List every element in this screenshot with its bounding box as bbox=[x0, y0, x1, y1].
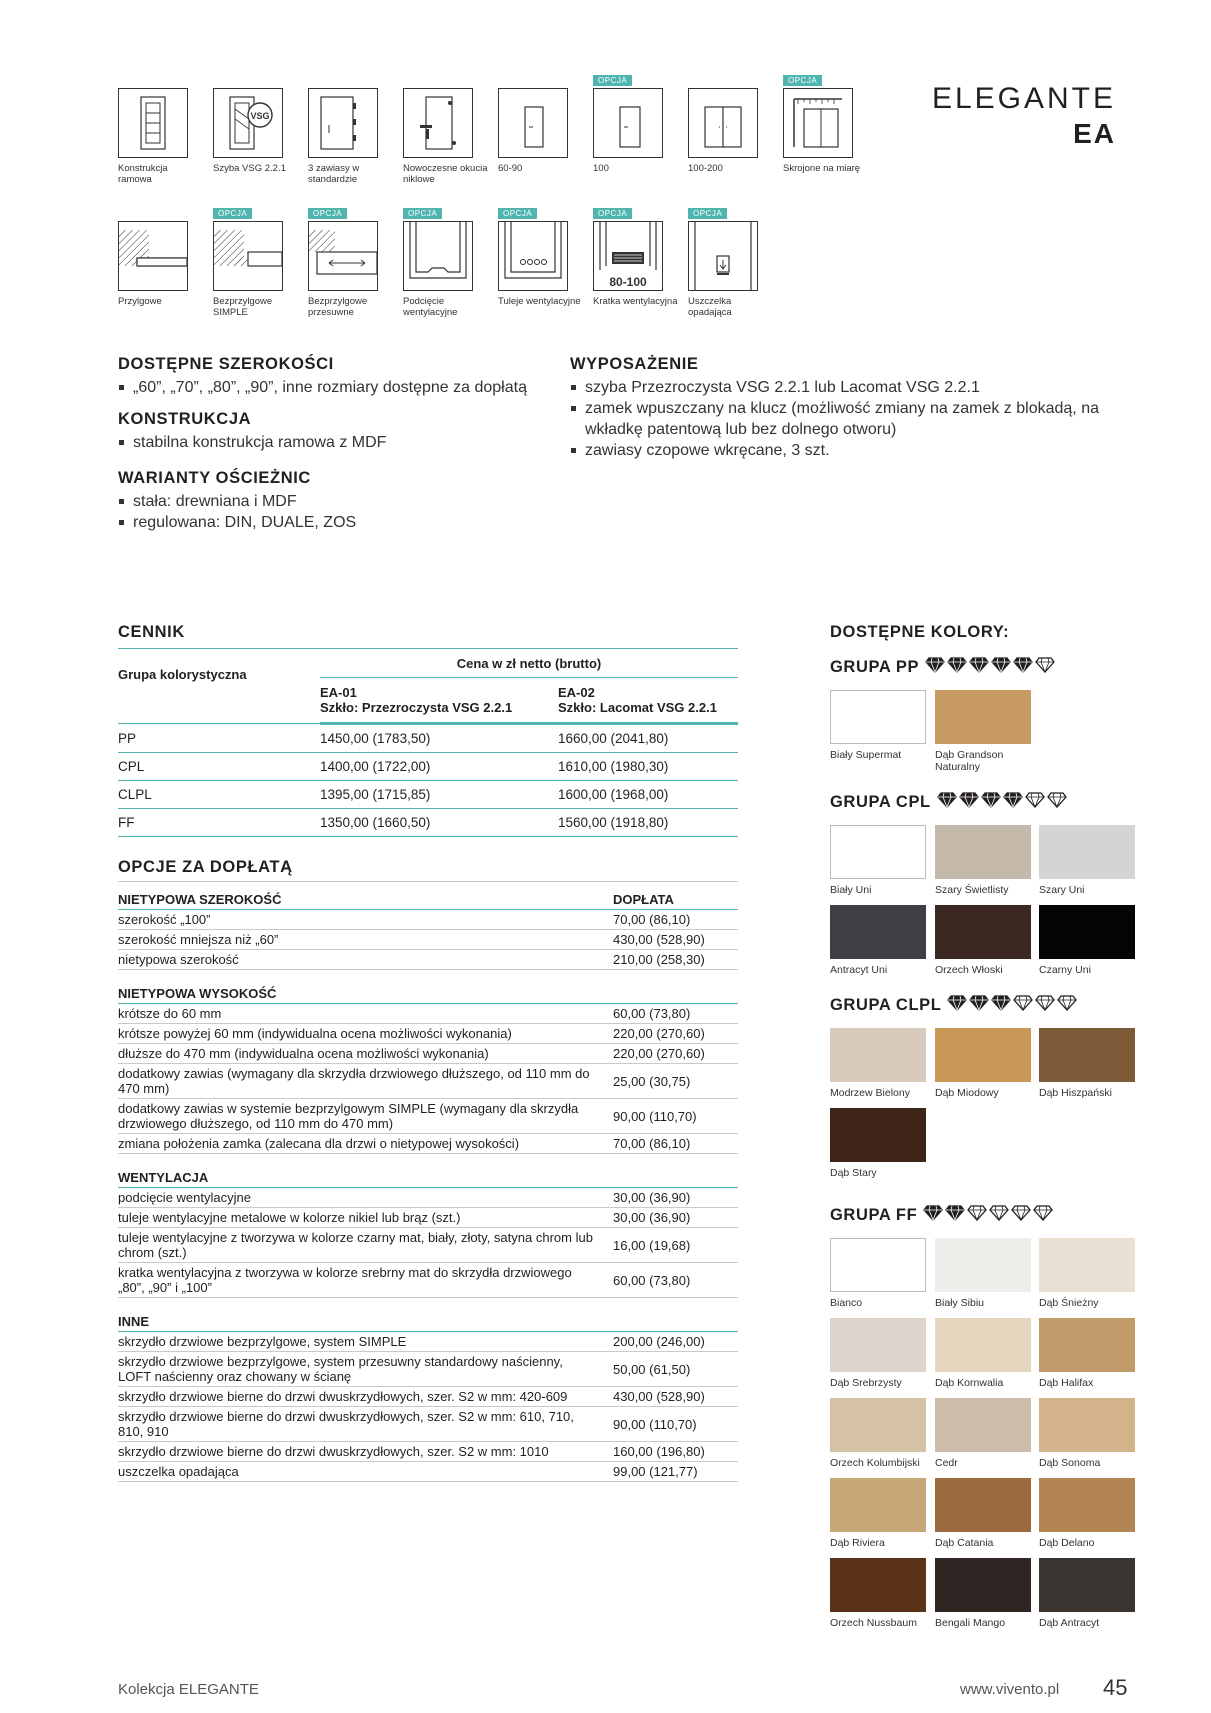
collection-title: ELEGANTE bbox=[931, 82, 1116, 115]
option-price: 220,00 (270,60) bbox=[613, 1024, 738, 1044]
option-row bbox=[118, 1024, 738, 1044]
option-group-header bbox=[118, 970, 738, 1004]
option-description: tuleje wentylacyjne z tworzywa w kolorze czarny mat, biały, złoty, satyna chrom lub chrom (szt.) bbox=[118, 1228, 613, 1263]
color-swatch-label: Dąb Delano bbox=[1039, 1537, 1095, 1549]
color-swatch-label: Bengali Mango bbox=[935, 1617, 1006, 1629]
option-row bbox=[118, 1332, 738, 1352]
color-swatch[interactable] bbox=[1039, 1028, 1135, 1082]
diamond-rating bbox=[923, 1205, 1053, 1226]
option-description: podcięcie wentylacyjne bbox=[118, 1188, 613, 1208]
color-swatch-item[interactable] bbox=[830, 1318, 926, 1389]
diamond-icon bbox=[1013, 657, 1033, 678]
diamond-icon bbox=[991, 995, 1011, 1016]
color-swatch-label: Dąb Miodowy bbox=[935, 1087, 999, 1099]
diamond-icon bbox=[1025, 792, 1045, 813]
color-swatch[interactable] bbox=[830, 1478, 926, 1532]
option-group-name: NIETYPOWA WYSOKOŚĆ bbox=[118, 970, 613, 1004]
price-list bbox=[118, 623, 738, 837]
grille-size-badge: 80-100 bbox=[609, 275, 647, 289]
color-swatch-item[interactable] bbox=[830, 1398, 926, 1469]
color-group-heading bbox=[830, 792, 1067, 813]
color-group-heading bbox=[830, 657, 1055, 678]
option-description: skrzydło drzwiowe bierne do drzwi dwuskrzydłowych, szer. S2 w mm: 610, 710, 810, 910 bbox=[118, 1407, 613, 1442]
color-swatch-label: Dąb Hiszpański bbox=[1039, 1087, 1112, 1099]
icon-label: Bezprzylgowe przesuwne bbox=[308, 296, 368, 318]
spec-heading: DOSTĘPNE SZEROKOŚCI bbox=[118, 355, 334, 373]
color-swatch-item[interactable] bbox=[830, 825, 926, 896]
cell: 1560,00 (1918,80) bbox=[558, 809, 738, 837]
option-description: skrzydło drzwiowe bezprzylgowe, system przesuwny standardowy naścienny, LOFT naścienny oraz chowany w ścianę bbox=[118, 1352, 613, 1387]
color-swatch[interactable] bbox=[830, 1318, 926, 1372]
ventilation-sleeves-icon bbox=[498, 221, 568, 291]
cell: 1600,00 (1968,00) bbox=[558, 781, 738, 809]
footer-collection: Kolekcja ELEGANTE bbox=[118, 1681, 259, 1698]
option-price: 30,00 (36,90) bbox=[613, 1208, 738, 1228]
diamond-icon bbox=[991, 657, 1011, 678]
color-swatch-label: Dąb Halifax bbox=[1039, 1377, 1094, 1389]
color-swatch[interactable] bbox=[935, 1028, 1031, 1082]
color-swatch-label: Dąb Srebrzysty bbox=[830, 1377, 902, 1389]
color-swatch-item[interactable] bbox=[830, 690, 926, 761]
color-swatch[interactable] bbox=[935, 1238, 1031, 1292]
feature-nickel-fittings bbox=[403, 88, 493, 185]
diamond-icon bbox=[937, 792, 957, 813]
options-title: OPCJE ZA DOPŁATĄ bbox=[118, 858, 738, 882]
option-badge: OPCJA bbox=[783, 75, 822, 86]
price-list-title: CENNIK bbox=[118, 623, 738, 649]
options-section bbox=[118, 858, 738, 1482]
option-description: dodatkowy zawias w systemie bezprzylgowym SIMPLE (wymagany dla skrzydła drzwiowego dłuższego, od 110 mm do 470 mm) bbox=[118, 1099, 613, 1134]
icon-label: Nowoczesne okucia niklowe bbox=[403, 163, 488, 185]
diamond-rating bbox=[937, 792, 1067, 813]
spec-item: „60”, „70”, „80”, „90”, inne rozmiary dostępne za dopłatą bbox=[118, 377, 548, 398]
color-swatch-label: Biały Uni bbox=[830, 884, 872, 896]
option-price: 70,00 (86,10) bbox=[613, 910, 738, 930]
option-row bbox=[118, 1407, 738, 1442]
icon-label: 100-200 bbox=[688, 163, 723, 174]
option-price: 60,00 (73,80) bbox=[613, 1263, 738, 1298]
color-swatch[interactable] bbox=[830, 1028, 926, 1082]
option-badge: OPCJA bbox=[403, 208, 442, 219]
feature-width-100 bbox=[593, 76, 683, 174]
single-door-wide-icon bbox=[593, 88, 663, 158]
feature-rebated bbox=[118, 221, 208, 307]
feature-width-60-90 bbox=[498, 88, 588, 174]
diamond-icon bbox=[1035, 657, 1055, 678]
color-swatch-label: Dąb Grandson Naturalny bbox=[935, 749, 1004, 773]
option-badge: OPCJA bbox=[213, 208, 252, 219]
color-swatch-item[interactable] bbox=[830, 1028, 926, 1099]
option-row bbox=[118, 910, 738, 930]
double-door-icon bbox=[688, 88, 758, 158]
footer-website[interactable]: www.vivento.pl bbox=[960, 1681, 1060, 1698]
diamond-icon bbox=[923, 1205, 943, 1226]
option-row bbox=[118, 930, 738, 950]
option-description: uszczelka opadająca bbox=[118, 1462, 613, 1482]
spec-item: stabilna konstrukcja ramowa z MDF bbox=[118, 432, 548, 453]
col-ea-01 bbox=[320, 678, 558, 724]
color-swatch-item[interactable] bbox=[1039, 1318, 1135, 1389]
option-badge: OPCJA bbox=[688, 208, 727, 219]
color-swatch-item[interactable] bbox=[1039, 1238, 1135, 1309]
group-header: Grupa kolorystyczna bbox=[118, 649, 320, 724]
vsg-glass-icon bbox=[213, 88, 283, 158]
diamond-icon bbox=[1035, 995, 1055, 1016]
color-swatch[interactable] bbox=[1039, 1398, 1135, 1452]
diamond-icon bbox=[1003, 792, 1023, 813]
surcharge-header bbox=[613, 1298, 738, 1332]
spec-item: szyba Przezroczysta VSG 2.2.1 lub Lacomat VSG 2.2.1 bbox=[570, 377, 1110, 398]
option-group-header bbox=[118, 882, 738, 910]
option-row bbox=[118, 1134, 738, 1154]
option-price: 90,00 (110,70) bbox=[613, 1407, 738, 1442]
rebated-icon bbox=[118, 221, 188, 291]
color-swatch-label: Cedr bbox=[935, 1457, 958, 1469]
spec-item: zawiasy czopowe wkręcane, 3 szt. bbox=[570, 440, 1110, 461]
col-code: EA-01 bbox=[320, 685, 357, 700]
color-swatch-label: Czarny Uni bbox=[1039, 964, 1091, 976]
option-row bbox=[118, 1462, 738, 1482]
option-price: 430,00 (528,90) bbox=[613, 930, 738, 950]
diamond-icon bbox=[947, 657, 967, 678]
option-price: 210,00 (258,30) bbox=[613, 950, 738, 970]
option-row bbox=[118, 1004, 738, 1024]
option-price: 160,00 (196,80) bbox=[613, 1442, 738, 1462]
cell: 1395,00 (1715,85) bbox=[320, 781, 558, 809]
icon-label: Uszczelka opadająca bbox=[688, 296, 732, 318]
surcharge-header: DOPŁATA bbox=[613, 882, 738, 910]
color-swatch[interactable] bbox=[1039, 825, 1135, 879]
diamond-icon bbox=[1033, 1205, 1053, 1226]
option-description: zmiana położenia zamka (zalecana dla drzwi o nietypowej wysokości) bbox=[118, 1134, 613, 1154]
option-price: 70,00 (86,10) bbox=[613, 1134, 738, 1154]
color-swatch[interactable] bbox=[830, 690, 926, 744]
icon-label: Kratka wentylacyjna bbox=[593, 296, 678, 307]
diamond-rating bbox=[947, 995, 1077, 1016]
option-price: 60,00 (73,80) bbox=[613, 1004, 738, 1024]
option-group-name: NIETYPOWA SZEROKOŚĆ bbox=[118, 882, 613, 910]
cell: CLPL bbox=[118, 781, 320, 809]
spec-list bbox=[118, 377, 548, 398]
option-row bbox=[118, 1064, 738, 1099]
diamond-icon bbox=[1047, 792, 1067, 813]
icon-label: Przylgowe bbox=[118, 296, 162, 307]
option-group-name: WENTYLACJA bbox=[118, 1154, 613, 1188]
diamond-icon bbox=[1011, 1205, 1031, 1226]
option-badge: OPCJA bbox=[593, 75, 632, 86]
color-swatch[interactable] bbox=[935, 1318, 1031, 1372]
color-swatch-label: Orzech Nussbaum bbox=[830, 1617, 917, 1629]
color-swatch[interactable] bbox=[935, 1398, 1031, 1452]
feature-ventilation-grille bbox=[593, 209, 683, 307]
color-swatch-item[interactable] bbox=[935, 1558, 1031, 1629]
spec-list bbox=[118, 491, 548, 533]
cell: 1610,00 (1980,30) bbox=[558, 753, 738, 781]
feature-width-100-200 bbox=[688, 88, 778, 174]
color-swatch[interactable] bbox=[830, 1398, 926, 1452]
feature-vsg-glass bbox=[213, 88, 303, 174]
color-swatch-label: Bianco bbox=[830, 1297, 863, 1309]
color-swatch[interactable] bbox=[1039, 1558, 1135, 1612]
color-swatch-item[interactable] bbox=[1039, 825, 1135, 896]
feature-ventilation-sleeves bbox=[498, 209, 588, 307]
nickel-fittings-icon bbox=[403, 88, 473, 158]
option-row bbox=[118, 1099, 738, 1134]
option-price: 90,00 (110,70) bbox=[613, 1099, 738, 1134]
single-door-icon bbox=[498, 88, 568, 158]
diamond-icon bbox=[1013, 995, 1033, 1016]
col-code: EA-02 bbox=[558, 685, 595, 700]
vsg-badge: VSG bbox=[250, 111, 270, 121]
option-row bbox=[118, 1044, 738, 1064]
color-swatch-item[interactable] bbox=[1039, 1558, 1135, 1629]
option-row bbox=[118, 1352, 738, 1387]
spec-list bbox=[570, 377, 1110, 461]
made-to-measure-icon bbox=[783, 88, 853, 158]
color-swatch-item[interactable] bbox=[830, 1558, 926, 1629]
option-row bbox=[118, 950, 738, 970]
option-description: skrzydło drzwiowe bierne do drzwi dwuskrzydłowych, szer. S2 w mm: 1010 bbox=[118, 1442, 613, 1462]
col-glass: Szkło: Przezroczysta VSG 2.2.1 bbox=[320, 700, 513, 715]
diamond-icon bbox=[981, 792, 1001, 813]
frame-construction-icon bbox=[118, 88, 188, 158]
feature-flush-sliding bbox=[308, 209, 398, 318]
feature-frame-construction bbox=[118, 88, 208, 185]
option-description: skrzydło drzwiowe bezprzylgowe, system SIMPLE bbox=[118, 1332, 613, 1352]
color-swatch[interactable] bbox=[1039, 1318, 1135, 1372]
price-table bbox=[118, 649, 738, 837]
option-badge: OPCJA bbox=[308, 208, 347, 219]
cell: CPL bbox=[118, 753, 320, 781]
option-price: 30,00 (36,90) bbox=[613, 1188, 738, 1208]
option-row bbox=[118, 1442, 738, 1462]
color-swatch-label: Orzech Kolumbijski bbox=[830, 1457, 920, 1469]
drop-seal-icon bbox=[688, 221, 758, 291]
diamond-icon bbox=[947, 995, 967, 1016]
col-glass: Szkło: Lacomat VSG 2.2.1 bbox=[558, 700, 717, 715]
color-swatch-item[interactable] bbox=[935, 825, 1031, 896]
cell: 1350,00 (1660,50) bbox=[320, 809, 558, 837]
icon-label: Podcięcie wentylacyjne bbox=[403, 296, 458, 318]
price-header: Cena w zł netto (brutto) bbox=[320, 649, 738, 678]
diamond-icon bbox=[945, 1205, 965, 1226]
color-swatch[interactable] bbox=[935, 1478, 1031, 1532]
color-swatch-label: Modrzew Bielony bbox=[830, 1087, 910, 1099]
color-swatch[interactable] bbox=[1039, 1238, 1135, 1292]
color-swatch[interactable] bbox=[1039, 905, 1135, 959]
flush-simple-icon bbox=[213, 221, 283, 291]
color-swatch-item[interactable] bbox=[830, 1238, 926, 1309]
option-row bbox=[118, 1188, 738, 1208]
color-swatch-label: Dąb Sonoma bbox=[1039, 1457, 1101, 1469]
option-row bbox=[118, 1263, 738, 1298]
option-row bbox=[118, 1208, 738, 1228]
diamond-icon bbox=[959, 792, 979, 813]
table-row bbox=[118, 809, 738, 837]
table-row bbox=[118, 753, 738, 781]
spec-heading: KONSTRUKCJA bbox=[118, 410, 252, 428]
color-swatch[interactable] bbox=[830, 825, 926, 879]
options-table bbox=[118, 882, 738, 1482]
color-swatch-label: Szary Uni bbox=[1039, 884, 1085, 896]
color-group-name: GRUPA CPL bbox=[830, 793, 931, 811]
color-swatch-item[interactable] bbox=[1039, 1028, 1135, 1099]
spec-item: zamek wpuszczany na klucz (możliwość zmiany na zamek z blokadą, na wkładkę patentową lub bez dolnego otworu) bbox=[570, 398, 1110, 440]
diamond-icon bbox=[989, 1205, 1009, 1226]
feature-ventilation-undercut bbox=[403, 209, 493, 318]
color-group-name: GRUPA FF bbox=[830, 1206, 918, 1224]
color-swatch[interactable] bbox=[1039, 1478, 1135, 1532]
option-description: krótsze do 60 mm bbox=[118, 1004, 613, 1024]
color-swatch[interactable] bbox=[935, 690, 1031, 744]
color-swatch-item[interactable] bbox=[1039, 1398, 1135, 1469]
color-swatch[interactable] bbox=[935, 905, 1031, 959]
icon-label: Konstrukcja ramowa bbox=[118, 163, 168, 185]
color-swatch-label: Dąb Antracyt bbox=[1039, 1617, 1100, 1629]
option-description: kratka wentylacyjna z tworzywa w kolorze srebrny mat do skrzydła drzwiowego „80”, „90” i „100” bbox=[118, 1263, 613, 1298]
option-row bbox=[118, 1228, 738, 1263]
col-ea-02 bbox=[558, 678, 738, 724]
color-swatch-label: Antracyt Uni bbox=[830, 964, 888, 976]
icon-label: 60-90 bbox=[498, 163, 523, 174]
icon-label: Bezprzylgowe SIMPLE bbox=[213, 296, 273, 318]
table-row bbox=[118, 724, 738, 753]
color-swatch-label: Biały Sibiu bbox=[935, 1297, 985, 1309]
diamond-icon bbox=[969, 995, 989, 1016]
feature-made-to-measure bbox=[783, 76, 873, 174]
color-swatch-label: Biały Supermat bbox=[830, 749, 902, 761]
option-description: szerokość „100” bbox=[118, 910, 613, 930]
color-swatch[interactable] bbox=[830, 1558, 926, 1612]
option-group-header bbox=[118, 1298, 738, 1332]
colors-title: DOSTĘPNE KOLORY: bbox=[830, 623, 1010, 641]
color-swatch-item[interactable] bbox=[935, 1318, 1031, 1389]
option-price: 200,00 (246,00) bbox=[613, 1332, 738, 1352]
option-badge: OPCJA bbox=[593, 208, 632, 219]
cell: FF bbox=[118, 809, 320, 837]
color-swatch-item[interactable] bbox=[935, 905, 1031, 976]
color-swatch-item[interactable] bbox=[1039, 905, 1135, 976]
option-description: nietypowa szerokość bbox=[118, 950, 613, 970]
color-swatch[interactable] bbox=[830, 1108, 926, 1162]
option-description: tuleje wentylacyjne metalowe w kolorze nikiel lub brąz (szt.) bbox=[118, 1208, 613, 1228]
color-swatch-item[interactable] bbox=[935, 1028, 1031, 1099]
option-group-name: INNE bbox=[118, 1298, 613, 1332]
diamond-icon bbox=[969, 657, 989, 678]
feature-hinges bbox=[308, 88, 398, 185]
option-price: 430,00 (528,90) bbox=[613, 1387, 738, 1407]
icon-label: 100 bbox=[593, 163, 609, 174]
spec-heading: WARIANTY OŚCIEŻNIC bbox=[118, 469, 311, 487]
cell: PP bbox=[118, 724, 320, 753]
surcharge-header bbox=[613, 970, 738, 1004]
color-swatch-label: Dąb Riviera bbox=[830, 1537, 885, 1549]
surcharge-header bbox=[613, 1154, 738, 1188]
table-row bbox=[118, 781, 738, 809]
spec-item: stała: drewniana i MDF bbox=[118, 491, 548, 512]
option-price: 220,00 (270,60) bbox=[613, 1044, 738, 1064]
spec-list bbox=[118, 432, 548, 453]
specs-right bbox=[570, 355, 1110, 461]
color-group-name: GRUPA PP bbox=[830, 658, 920, 676]
color-swatch-label: Dąb Catania bbox=[935, 1537, 994, 1549]
hinges-icon bbox=[308, 88, 378, 158]
specs-left bbox=[118, 355, 548, 533]
option-price: 50,00 (61,50) bbox=[613, 1352, 738, 1387]
cell: 1400,00 (1722,00) bbox=[320, 753, 558, 781]
cell: 1450,00 (1783,50) bbox=[320, 724, 558, 753]
icon-label: Skrojone na miarę bbox=[783, 163, 861, 174]
option-group-header bbox=[118, 1154, 738, 1188]
color-swatch-item[interactable] bbox=[830, 905, 926, 976]
feature-flush-simple bbox=[213, 209, 303, 318]
color-group-name: GRUPA CLPL bbox=[830, 996, 942, 1014]
diamond-icon bbox=[925, 657, 945, 678]
color-swatch-item[interactable] bbox=[935, 1478, 1031, 1549]
option-price: 99,00 (121,77) bbox=[613, 1462, 738, 1482]
option-description: dodatkowy zawias (wymagany dla skrzydła drzwiowego dłuższego, od 110 mm do 470 mm) bbox=[118, 1064, 613, 1099]
color-group-heading bbox=[830, 995, 1077, 1016]
color-swatch-item[interactable] bbox=[830, 1478, 926, 1549]
color-swatch-label: Szary Świetlisty bbox=[935, 884, 1009, 896]
color-swatch-label: Orzech Włoski bbox=[935, 964, 1003, 976]
option-price: 16,00 (19,68) bbox=[613, 1228, 738, 1263]
color-swatch[interactable] bbox=[935, 825, 1031, 879]
option-description: krótsze powyżej 60 mm (indywidualna ocena możliwości wykonania) bbox=[118, 1024, 613, 1044]
option-badge: OPCJA bbox=[498, 208, 537, 219]
color-swatch[interactable] bbox=[830, 1238, 926, 1292]
diamond-icon bbox=[967, 1205, 987, 1226]
page-number: 45 bbox=[1103, 1675, 1128, 1700]
spec-item: regulowana: DIN, DUALE, ZOS bbox=[118, 512, 548, 533]
diamond-icon bbox=[1057, 995, 1077, 1016]
diamond-rating bbox=[925, 657, 1055, 678]
color-swatch[interactable] bbox=[935, 1558, 1031, 1612]
color-swatch-item[interactable] bbox=[935, 1238, 1031, 1309]
option-row bbox=[118, 1387, 738, 1407]
option-description: dłuższe do 470 mm (indywidualna ocena możliwości wykonania) bbox=[118, 1044, 613, 1064]
option-description: szerokość mniejsza niż „60” bbox=[118, 930, 613, 950]
flush-sliding-icon bbox=[308, 221, 378, 291]
option-price: 25,00 (30,75) bbox=[613, 1064, 738, 1099]
icon-label: Szyba VSG 2.2.1 bbox=[213, 163, 286, 174]
color-swatch-label: Dąb Śnieżny bbox=[1039, 1297, 1099, 1309]
color-swatch-item[interactable] bbox=[1039, 1478, 1135, 1549]
color-group-heading bbox=[830, 1205, 1053, 1226]
cell: 1660,00 (2041,80) bbox=[558, 724, 738, 753]
color-swatch-label: Dąb Kornwalia bbox=[935, 1377, 1004, 1389]
spec-heading: WYPOSAŻENIE bbox=[570, 355, 699, 373]
color-swatch-item[interactable] bbox=[935, 1398, 1031, 1469]
ventilation-grille-icon bbox=[593, 221, 663, 291]
model-code: EA bbox=[1073, 118, 1116, 149]
color-swatch-item[interactable] bbox=[935, 690, 1031, 773]
icon-label: Tuleje wentylacyjne bbox=[498, 296, 581, 307]
color-swatch-item[interactable] bbox=[830, 1108, 926, 1179]
color-swatch-label: Dąb Stary bbox=[830, 1167, 877, 1179]
option-description: skrzydło drzwiowe bierne do drzwi dwuskrzydłowych, szer. S2 w mm: 420-609 bbox=[118, 1387, 613, 1407]
color-swatch[interactable] bbox=[830, 905, 926, 959]
ventilation-undercut-icon bbox=[403, 221, 473, 291]
feature-drop-seal bbox=[688, 209, 778, 318]
icon-label: 3 zawiasy w standardzie bbox=[308, 163, 360, 185]
